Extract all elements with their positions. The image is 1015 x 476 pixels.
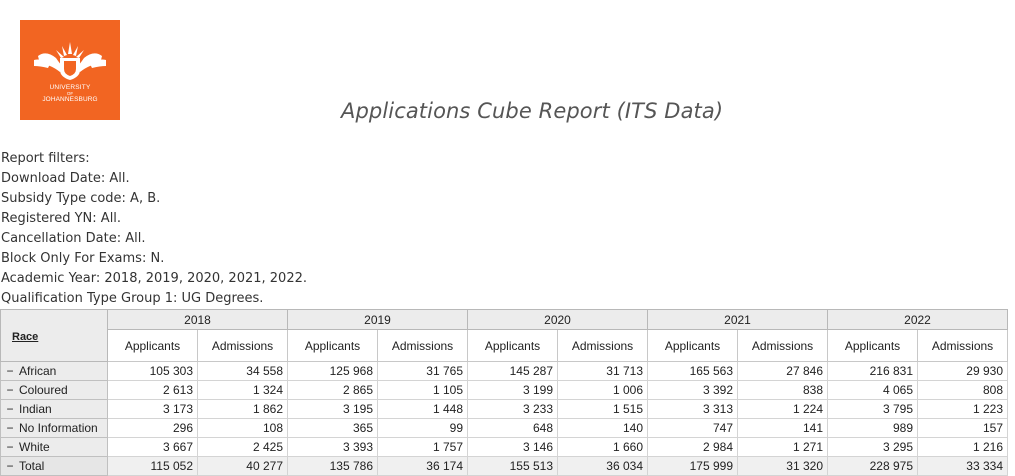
- year-header[interactable]: 2018: [108, 310, 288, 330]
- row-label[interactable]: [1, 362, 108, 381]
- table-cell: 165 563: [648, 362, 738, 381]
- collapse-toggle-icon[interactable]: −: [6, 421, 14, 435]
- filter-line: Subsidy Type code: A, B.: [1, 191, 161, 206]
- table-row: [1, 381, 1008, 400]
- row-label-text: White: [19, 440, 50, 454]
- table-cell: 145 287: [468, 362, 558, 381]
- measure-header[interactable]: Applicants: [108, 330, 198, 362]
- measure-header[interactable]: Admissions: [378, 330, 468, 362]
- table-cell: 1 757: [378, 438, 468, 457]
- table-cell: 2 425: [198, 438, 288, 457]
- measure-header[interactable]: Admissions: [738, 330, 828, 362]
- table-cell: 40 277: [198, 457, 288, 476]
- row-label[interactable]: [1, 419, 108, 438]
- table-cell: 1 105: [378, 381, 468, 400]
- table-cell: 1 862: [198, 400, 288, 419]
- table-cell: 135 786: [288, 457, 378, 476]
- row-label[interactable]: [1, 381, 108, 400]
- filter-line: Download Date: All.: [1, 171, 130, 186]
- collapse-toggle-icon[interactable]: −: [6, 459, 14, 473]
- table-cell: 3 199: [468, 381, 558, 400]
- table-cell: 157: [918, 419, 1008, 438]
- table-row: [1, 362, 1008, 381]
- pivot-table: [0, 309, 1008, 476]
- table-cell: 1 324: [198, 381, 288, 400]
- table-cell: 365: [288, 419, 378, 438]
- table-cell: 1 448: [378, 400, 468, 419]
- table-cell: 3 146: [468, 438, 558, 457]
- table-cell: 125 968: [288, 362, 378, 381]
- table-cell: 27 846: [738, 362, 828, 381]
- table-cell: 3 195: [288, 400, 378, 419]
- table-cell: 31 320: [738, 457, 828, 476]
- table-cell: 1 216: [918, 438, 1008, 457]
- table-cell: 140: [558, 419, 648, 438]
- table-cell: 838: [738, 381, 828, 400]
- table-cell: 33 334: [918, 457, 1008, 476]
- row-label-text: Coloured: [19, 383, 68, 397]
- table-cell: 3 173: [108, 400, 198, 419]
- row-label-text: No Information: [19, 421, 98, 435]
- report-title: Applications Cube Report (ITS Data): [341, 99, 724, 123]
- table-cell: 2 613: [108, 381, 198, 400]
- filter-line: Cancellation Date: All.: [1, 231, 146, 246]
- row-label-text: Total: [19, 459, 45, 473]
- table-row: [1, 400, 1008, 419]
- table-cell: 808: [918, 381, 1008, 400]
- table-cell: 1 515: [558, 400, 648, 419]
- year-header[interactable]: 2021: [648, 310, 828, 330]
- filter-line: Registered YN: All.: [1, 211, 122, 226]
- table-cell: 31 713: [558, 362, 648, 381]
- table-cell: 2 984: [648, 438, 738, 457]
- table-cell: 216 831: [828, 362, 918, 381]
- measure-header[interactable]: Admissions: [558, 330, 648, 362]
- table-cell: 155 513: [468, 457, 558, 476]
- row-label[interactable]: [1, 400, 108, 419]
- table-cell: 99: [378, 419, 468, 438]
- table-row: [1, 438, 1008, 457]
- row-label[interactable]: [1, 457, 108, 476]
- table-cell: 747: [648, 419, 738, 438]
- table-cell: 3 393: [288, 438, 378, 457]
- measure-header[interactable]: Applicants: [468, 330, 558, 362]
- table-cell: 1 223: [918, 400, 1008, 419]
- table-cell: 3 667: [108, 438, 198, 457]
- logo-text-line2: OF: [66, 91, 74, 96]
- table-cell: 4 065: [828, 381, 918, 400]
- table-row: [1, 419, 1008, 438]
- table-cell: 1 224: [738, 400, 828, 419]
- year-header[interactable]: 2020: [468, 310, 648, 330]
- table-cell: 36 174: [378, 457, 468, 476]
- filter-line: Qualification Type Group 1: UG Degrees.: [1, 291, 264, 306]
- table-cell: 3 233: [468, 400, 558, 419]
- filter-line: Report filters:: [1, 151, 90, 166]
- table-cell: 3 795: [828, 400, 918, 419]
- measure-header[interactable]: Applicants: [288, 330, 378, 362]
- row-label-text: Indian: [19, 402, 52, 416]
- filter-line: Block Only For Exams: N.: [1, 251, 165, 266]
- logo-text-line1: UNIVERSITY: [49, 84, 91, 91]
- collapse-toggle-icon[interactable]: −: [6, 383, 14, 397]
- table-cell: 648: [468, 419, 558, 438]
- collapse-toggle-icon[interactable]: −: [6, 402, 14, 416]
- race-header-label[interactable]: Race: [12, 330, 39, 343]
- table-cell: 989: [828, 419, 918, 438]
- table-cell: 115 052: [108, 457, 198, 476]
- table-cell: 34 558: [198, 362, 288, 381]
- measure-header[interactable]: Admissions: [918, 330, 1008, 362]
- collapse-toggle-icon[interactable]: −: [6, 440, 14, 454]
- table-cell: 175 999: [648, 457, 738, 476]
- table-cell: 3 392: [648, 381, 738, 400]
- report-filters: [1, 149, 307, 309]
- table-cell: 2 865: [288, 381, 378, 400]
- measure-header[interactable]: Applicants: [648, 330, 738, 362]
- university-logo: [20, 20, 120, 120]
- table-cell: 1 271: [738, 438, 828, 457]
- measure-header[interactable]: Applicants: [828, 330, 918, 362]
- year-header[interactable]: 2022: [828, 310, 1008, 330]
- table-cell: 29 930: [918, 362, 1008, 381]
- collapse-toggle-icon[interactable]: −: [6, 364, 14, 378]
- table-cell: 296: [108, 419, 198, 438]
- table-cell: 105 303: [108, 362, 198, 381]
- filter-line: Academic Year: 2018, 2019, 2020, 2021, 2022.: [1, 271, 308, 286]
- coat-of-arms-icon: [20, 20, 120, 120]
- race-header[interactable]: [1, 310, 108, 362]
- table-cell: 108: [198, 419, 288, 438]
- year-header[interactable]: 2019: [288, 310, 468, 330]
- logo-text-line3: JOHANNESBURG: [42, 96, 98, 103]
- measure-header[interactable]: Admissions: [198, 330, 288, 362]
- table-cell: 228 975: [828, 457, 918, 476]
- table-cell: 31 765: [378, 362, 468, 381]
- table-cell: 3 295: [828, 438, 918, 457]
- row-label-text: African: [19, 364, 57, 378]
- table-cell: 36 034: [558, 457, 648, 476]
- table-cell: 1 006: [558, 381, 648, 400]
- row-label[interactable]: [1, 438, 108, 457]
- table-row: [1, 457, 1008, 476]
- table-cell: 3 313: [648, 400, 738, 419]
- table-cell: 1 660: [558, 438, 648, 457]
- table-cell: 141: [738, 419, 828, 438]
